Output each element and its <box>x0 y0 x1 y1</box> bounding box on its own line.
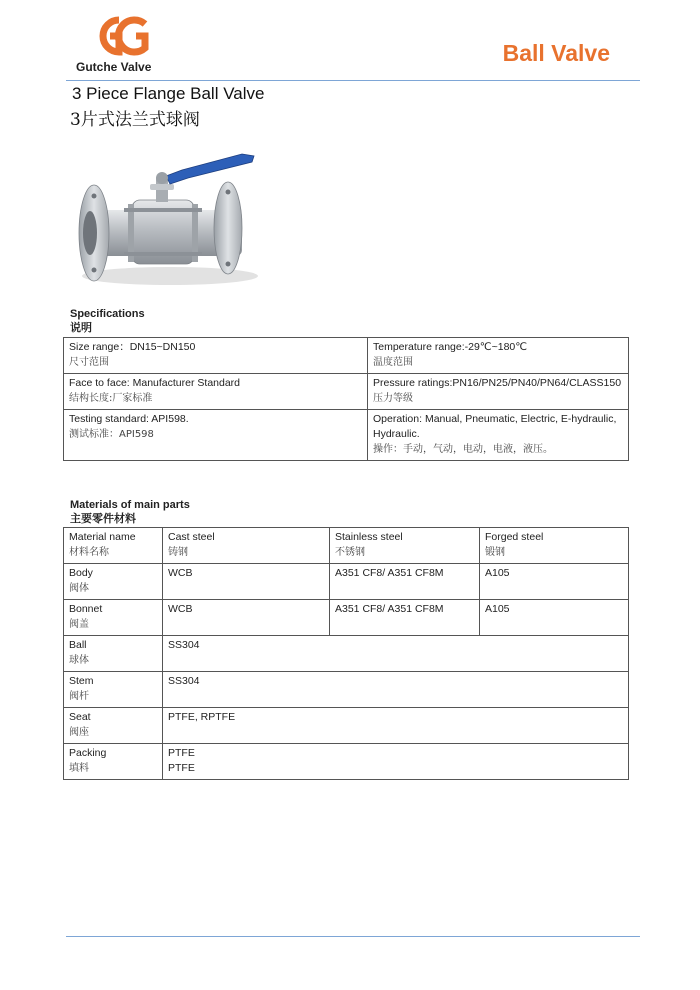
table-row <box>64 636 629 672</box>
value-cell: A105 <box>480 600 629 636</box>
category-title: Ball Valve <box>502 40 610 66</box>
header-cell <box>480 528 629 564</box>
packing-value-2: PTFE <box>168 762 195 774</box>
header-material-name-cn: 材料名称 <box>69 547 109 558</box>
specifications-table <box>63 337 629 461</box>
part-seat-cn: 阀座 <box>69 727 89 738</box>
part-packing-cn: 填料 <box>69 763 89 774</box>
spec-testing-en: Testing standard: API598. <box>69 413 189 425</box>
materials-table <box>63 527 629 780</box>
value-cell: A351 CF8/ A351 CF8M <box>330 564 480 600</box>
specifications-heading-cn: 说明 <box>70 322 92 334</box>
header-cast-steel-en: Cast steel <box>168 531 215 543</box>
value-cell <box>163 744 629 780</box>
specifications-heading <box>70 307 145 335</box>
spec-cell <box>368 374 629 410</box>
header-cell <box>163 528 330 564</box>
table-row <box>64 564 629 600</box>
gutche-logo <box>95 14 151 58</box>
header-forged-steel-en: Forged steel <box>485 531 544 543</box>
part-body-cn: 阀体 <box>69 583 89 594</box>
materials-heading-cn: 主要零件材料 <box>70 513 136 525</box>
spec-size-cn: 尺寸范围 <box>69 357 109 368</box>
part-seat-en: Seat <box>69 711 91 723</box>
value-cell: WCB <box>163 600 330 636</box>
table-row <box>64 672 629 708</box>
ball-valve-photo <box>70 148 265 288</box>
materials-heading <box>70 498 190 526</box>
part-cell <box>64 672 163 708</box>
part-ball-cn: 球体 <box>69 655 89 666</box>
spec-cell <box>64 374 368 410</box>
header-stainless-steel-cn: 不锈钢 <box>335 547 365 558</box>
table-row <box>64 744 629 780</box>
table-row <box>64 708 629 744</box>
part-packing-en: Packing <box>69 747 107 759</box>
spec-row <box>64 338 629 374</box>
part-ball-en: Ball <box>69 639 87 651</box>
spec-testing-cn: 测试标准：API598 <box>69 429 154 440</box>
spec-face-en: Face to face: Manufacturer Standard <box>69 377 241 389</box>
part-bonnet-cn: 阀盖 <box>69 619 89 630</box>
part-stem-cn: 阀杆 <box>69 691 89 702</box>
footer-divider <box>66 936 640 937</box>
spec-pressure-en: Pressure ratings:PN16/PN25/PN40/PN64/CLASS150 <box>373 377 622 389</box>
spec-operation-en: Operation: Manual, Pneumatic, Electric, E-hydraulic, Hydraulic. <box>373 413 617 440</box>
specifications-heading-en: Specifications <box>70 308 145 320</box>
spec-cell <box>64 410 368 461</box>
header-stainless-steel-en: Stainless steel <box>335 531 403 543</box>
product-title-en: 3 Piece Flange Ball Valve <box>72 84 265 103</box>
part-body-en: Body <box>69 567 93 579</box>
part-cell <box>64 708 163 744</box>
spec-cell <box>368 410 629 461</box>
spec-temperature-cn: 温度范围 <box>373 357 413 368</box>
value-cell: SS304 <box>163 672 629 708</box>
part-cell <box>64 636 163 672</box>
spec-cell <box>368 338 629 374</box>
product-title-cn: 3片式法兰式球阀 <box>70 110 200 130</box>
value-cell: PTFE, RPTFE <box>163 708 629 744</box>
brand-name: Gutche Valve <box>76 60 152 74</box>
spec-operation-cn: 操作：手动，气动，电动，电液，液压。 <box>373 444 553 455</box>
spec-row <box>64 410 629 461</box>
header-material-name-en: Material name <box>69 531 136 543</box>
value-cell: A351 CF8/ A351 CF8M <box>330 600 480 636</box>
value-cell: WCB <box>163 564 330 600</box>
part-cell <box>64 600 163 636</box>
value-cell: SS304 <box>163 636 629 672</box>
spec-size-en: Size range：DN15~DN150 <box>69 341 196 353</box>
materials-heading-en: Materials of main parts <box>70 499 190 511</box>
table-header-row <box>64 528 629 564</box>
part-cell <box>64 564 163 600</box>
part-stem-en: Stem <box>69 675 94 687</box>
spec-pressure-cn: 压力等级 <box>373 393 413 404</box>
packing-value: PTFE <box>168 747 195 759</box>
spec-cell <box>64 338 368 374</box>
table-row <box>64 600 629 636</box>
part-cell <box>64 744 163 780</box>
spec-temperature-en: Temperature range:-29℃~180℃ <box>373 341 528 353</box>
spec-row <box>64 374 629 410</box>
header-cell <box>64 528 163 564</box>
header-cell <box>330 528 480 564</box>
part-bonnet-en: Bonnet <box>69 603 103 615</box>
header-forged-steel-cn: 锻钢 <box>485 547 505 558</box>
spec-face-cn: 结构长度:厂家标准 <box>69 393 153 404</box>
header-divider <box>66 80 640 81</box>
header-cast-steel-cn: 铸钢 <box>168 547 188 558</box>
value-cell: A105 <box>480 564 629 600</box>
